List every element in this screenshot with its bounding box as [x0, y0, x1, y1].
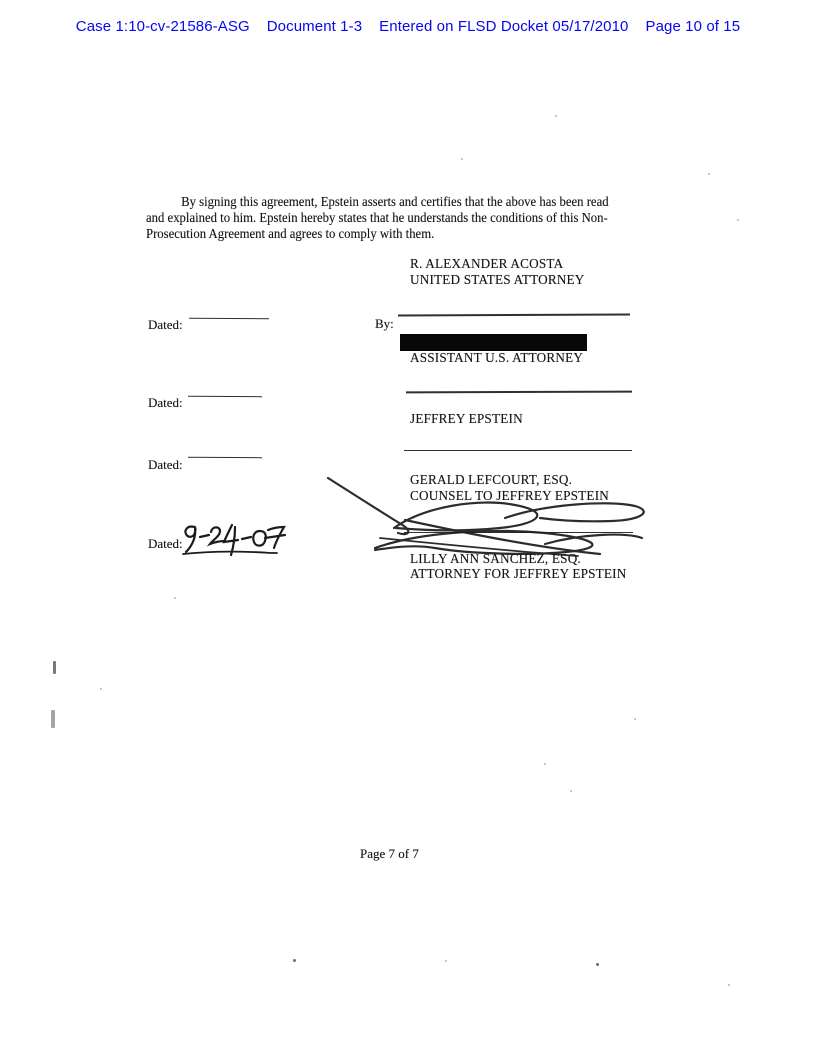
- paragraph-line: and explained to him. Epstein hereby states that he understands the conditions of this Non-: [146, 209, 608, 225]
- scan-mark: [53, 661, 56, 674]
- scan-speck: [596, 963, 599, 966]
- sanchez-title: ATTORNEY FOR JEFFREY EPSTEIN: [410, 566, 627, 581]
- scan-speck: [728, 984, 730, 986]
- scan-speck: [445, 960, 447, 962]
- stamp-page-number: Page 10 of 15: [645, 18, 741, 35]
- lefcourt-name: GERALD LEFCOURT, ESQ.: [410, 472, 573, 487]
- redaction-bar: [400, 334, 587, 351]
- scan-speck: [100, 688, 102, 690]
- signature-strokes: [320, 472, 652, 560]
- scan-speck: [570, 790, 572, 792]
- scan-speck: [708, 173, 710, 175]
- dated-label-row2: Dated:: [148, 395, 183, 410]
- jeffrey-epstein-name: JEFFREY EPSTEIN: [410, 411, 523, 426]
- scan-speck: [461, 158, 463, 160]
- stamp-case-number: Case 1:10-cv-21586-ASG: [75, 18, 250, 35]
- page-footer: Page 7 of 7: [360, 846, 419, 861]
- signature-line-row1: [398, 313, 630, 316]
- stamp-docket-entry: Entered on FLSD Docket 05/17/2010: [379, 18, 629, 35]
- dated-label-row1: Dated:: [148, 317, 183, 332]
- dated-line-row2: [188, 396, 262, 397]
- scan-speck: [174, 597, 176, 599]
- scan-speck: [544, 763, 546, 765]
- scan-speck: [293, 959, 296, 962]
- lefcourt-title: COUNSEL TO JEFFREY EPSTEIN: [410, 488, 610, 503]
- scan-mark: [51, 710, 55, 728]
- scan-speck: [555, 115, 557, 117]
- signature-line-row2: [406, 391, 632, 394]
- dated-label-row3: Dated:: [148, 457, 183, 472]
- scan-speck: [737, 219, 739, 221]
- assistant-us-attorney-title: ASSISTANT U.S. ATTORNEY: [410, 350, 584, 365]
- us-attorney-name: R. ALEXANDER ACOSTA: [410, 256, 564, 271]
- dated-label-row4: Dated:: [148, 536, 183, 551]
- dated-line-row1: [189, 318, 269, 320]
- us-attorney-block: [410, 256, 585, 288]
- scan-speck: [634, 718, 636, 720]
- stamp-document-number: Document 1-3: [266, 18, 363, 35]
- handwritten-date-strokes: [181, 522, 289, 562]
- paragraph-line: By signing this agreement, Epstein asserts and certifies that the above has been read: [181, 194, 609, 209]
- paragraph-line: Prosecution Agreement and agrees to comply with them.: [146, 225, 435, 241]
- sanchez-signature: [320, 472, 652, 560]
- certification-paragraph: [146, 194, 640, 241]
- signature-line-row3: [404, 450, 632, 451]
- sanchez-name: LILLY ANN SANCHEZ, ESQ.: [410, 551, 581, 566]
- us-attorney-title: UNITED STATES ATTORNEY: [410, 272, 585, 287]
- court-stamp: [0, 18, 816, 35]
- by-label: By:: [375, 316, 394, 331]
- handwritten-date: [181, 522, 289, 562]
- dated-line-row3: [188, 457, 262, 458]
